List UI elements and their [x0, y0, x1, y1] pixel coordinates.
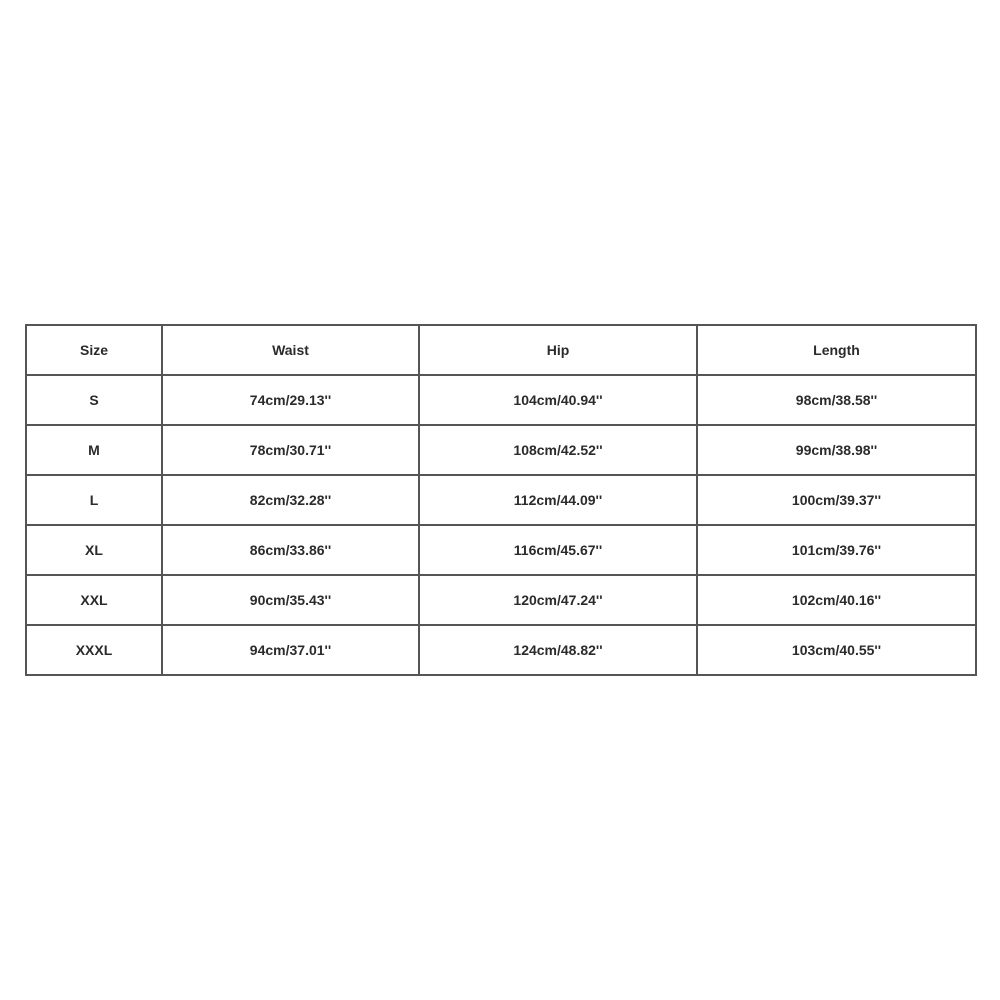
waist-cell: 78cm/30.71''	[162, 425, 419, 475]
header-hip: Hip	[419, 325, 697, 375]
hip-cell: 108cm/42.52''	[419, 425, 697, 475]
header-row	[26, 325, 976, 375]
table-row	[26, 425, 976, 475]
table-row	[26, 525, 976, 575]
hip-cell: 120cm/47.24''	[419, 575, 697, 625]
length-cell: 98cm/38.58''	[697, 375, 976, 425]
header-size: Size	[26, 325, 162, 375]
hip-cell: 112cm/44.09''	[419, 475, 697, 525]
hip-cell: 116cm/45.67''	[419, 525, 697, 575]
waist-cell: 82cm/32.28''	[162, 475, 419, 525]
length-cell: 101cm/39.76''	[697, 525, 976, 575]
table-row	[26, 475, 976, 525]
size-cell: XXXL	[26, 625, 162, 675]
header-waist: Waist	[162, 325, 419, 375]
waist-cell: 74cm/29.13''	[162, 375, 419, 425]
table-row	[26, 575, 976, 625]
waist-cell: 90cm/35.43''	[162, 575, 419, 625]
table-row	[26, 375, 976, 425]
length-cell: 102cm/40.16''	[697, 575, 976, 625]
table-row	[26, 625, 976, 675]
size-cell: M	[26, 425, 162, 475]
size-cell: L	[26, 475, 162, 525]
size-cell: S	[26, 375, 162, 425]
size-cell: XL	[26, 525, 162, 575]
length-cell: 103cm/40.55''	[697, 625, 976, 675]
hip-cell: 124cm/48.82''	[419, 625, 697, 675]
header-length: Length	[697, 325, 976, 375]
waist-cell: 94cm/37.01''	[162, 625, 419, 675]
waist-cell: 86cm/33.86''	[162, 525, 419, 575]
length-cell: 99cm/38.98''	[697, 425, 976, 475]
size-cell: XXL	[26, 575, 162, 625]
length-cell: 100cm/39.37''	[697, 475, 976, 525]
size-chart-table	[25, 324, 977, 676]
hip-cell: 104cm/40.94''	[419, 375, 697, 425]
